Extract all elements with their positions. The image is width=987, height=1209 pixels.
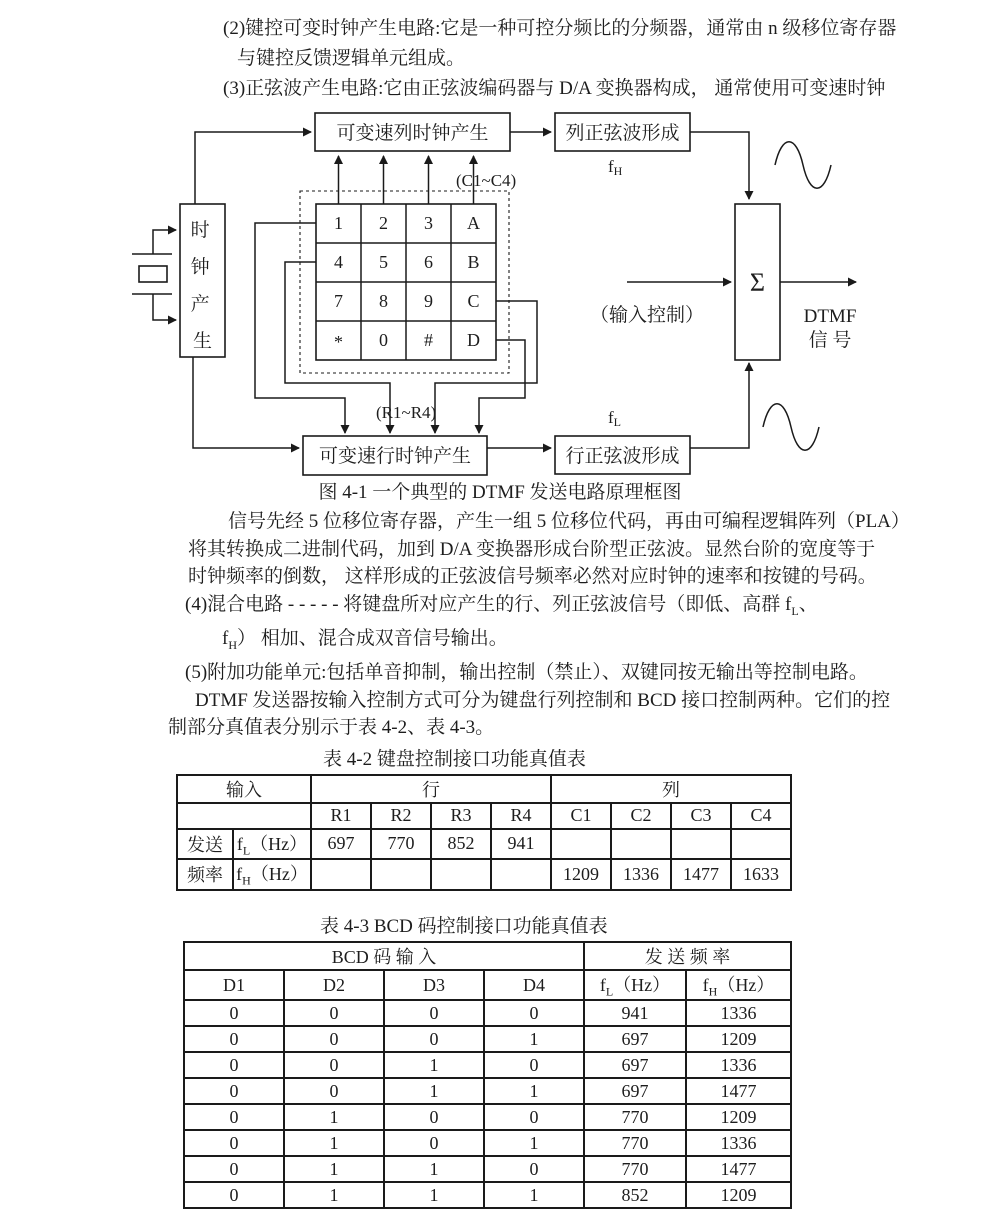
svg-text:5: 5 <box>379 252 388 272</box>
intro-paragraphs <box>0 0 987 104</box>
svg-text:4: 4 <box>334 252 343 272</box>
table-cell: 0 <box>384 1026 484 1052</box>
table-cell: 1 <box>484 1078 584 1104</box>
body-line: 信号先经 5 位移位寄存器，产生一组 5 位移位代码，再由可编程逻辑阵列（PLA） <box>228 511 910 532</box>
svg-text:列正弦波形成: 列正弦波形成 <box>565 123 680 144</box>
table-cell: 0 <box>484 1052 584 1078</box>
table-cell: $f_L(Hz)$ <box>584 970 686 1001</box>
body-line: 时钟频率的倒数， 这样形成的正弦波信号频率必然对应时钟的速率和按键的号码。 <box>188 566 877 587</box>
table-row <box>184 1104 791 1130</box>
table-cell: 1336 <box>686 1000 791 1026</box>
table-cell: BCD 码 输 入 <box>184 942 584 970</box>
keypad-matrix <box>300 191 509 373</box>
table-cell: $f_L(Hz)$ <box>233 829 311 860</box>
label-dtmf: DTMF <box>803 306 857 327</box>
body-line: $f_H$） 相加、混合成双音信号输出。 <box>222 627 508 652</box>
sine-wave-low-icon <box>763 404 819 451</box>
table-row <box>184 1130 791 1156</box>
table-cell <box>431 859 491 890</box>
figure-caption: 图 4-1 一个典型的 DTMF 发送电路原理框图 <box>318 482 682 503</box>
table-cell: C1 <box>551 803 611 829</box>
table-cell: 1633 <box>731 859 791 890</box>
figure-4-1 <box>130 108 870 506</box>
table-cell: 770 <box>584 1104 686 1130</box>
table-cell: 1209 <box>551 859 611 890</box>
table-cell: C3 <box>671 803 731 829</box>
svg-text:行正弦波形成: 行正弦波形成 <box>565 446 680 467</box>
table-cell: 0 <box>184 1104 284 1130</box>
table-cell: 行 <box>311 775 551 803</box>
table-cell: 697 <box>584 1026 686 1052</box>
table-row <box>184 1026 791 1052</box>
table-row <box>184 1078 791 1104</box>
body-line: 制部分真值表分别示于表 4-2、表 4-3。 <box>168 717 495 739</box>
body-line: (4)混合电路 - - - - - 将键盘所对应产生的行、列正弦波信号（即低、高群 $f_L$、 <box>185 593 818 618</box>
table-row <box>177 829 791 860</box>
body-paragraphs <box>0 508 987 742</box>
table-cell: 1 <box>284 1130 384 1156</box>
table-cell: 0 <box>284 1000 384 1026</box>
intro-line: (2)键控可变时钟产生电路:它是一种可控分频比的分频器，通常由 n 级移位寄存器 <box>223 18 897 39</box>
column-sine-box <box>555 113 690 151</box>
table-cell: R2 <box>371 803 431 829</box>
table-cell: 0 <box>284 1078 384 1104</box>
table-row <box>184 1156 791 1182</box>
table-4-2-title: 表 4-2 键盘控制接口功能真值表 <box>323 748 586 770</box>
body-line: DTMF 发送器按输入控制方式可分为键盘行列控制和 BCD 接口控制两种。它们的控 <box>195 689 891 711</box>
table-cell: $f_H(Hz)$ <box>686 970 791 1001</box>
table-cell: 1477 <box>686 1078 791 1104</box>
svg-text:8: 8 <box>379 291 388 311</box>
label-input-control: （输入控制） <box>589 305 705 326</box>
table-cell: 1 <box>384 1182 484 1208</box>
table-row <box>184 1052 791 1078</box>
table-cell: 852 <box>584 1182 686 1208</box>
table-cell: 输入 <box>177 775 311 803</box>
dtmf-block-diagram <box>130 108 870 480</box>
table-cell: 1336 <box>686 1052 791 1078</box>
table-cell: 1 <box>484 1182 584 1208</box>
column-clock-box <box>315 113 510 151</box>
sigma-summation-box <box>735 204 780 360</box>
table-cell: 0 <box>184 1026 284 1052</box>
svg-text:可变速列时钟产生: 可变速列时钟产生 <box>336 123 489 144</box>
table-cell: D4 <box>484 970 584 1001</box>
svg-text:可变速行时钟产生: 可变速行时钟产生 <box>318 446 472 467</box>
svg-text:7: 7 <box>334 291 343 311</box>
table-cell: 1477 <box>671 859 731 890</box>
row-clock-box <box>303 436 487 475</box>
table-cell: D1 <box>184 970 284 1001</box>
table-cell: 941 <box>491 829 551 860</box>
table-cell: 852 <box>431 829 491 860</box>
table-cell: 0 <box>384 1000 484 1026</box>
clock-generation-box <box>180 204 225 357</box>
row-sine-box <box>555 436 690 474</box>
table-cell: 0 <box>284 1026 384 1052</box>
table-cell: R4 <box>491 803 551 829</box>
crystal-oscillator-icon <box>132 230 176 320</box>
table-cell <box>371 859 431 890</box>
table-cell: D2 <box>284 970 384 1001</box>
table-cell-empty <box>177 803 311 829</box>
table-row <box>184 1000 791 1026</box>
table-cell: R1 <box>311 803 371 829</box>
intro-line: 与键控反馈逻辑单元组成。 <box>237 48 466 69</box>
table-cell <box>611 829 671 860</box>
table-cell: 频率 <box>177 859 233 890</box>
table-cell: 1209 <box>686 1182 791 1208</box>
svg-text:时 钟 产: 时 钟 产 生 <box>190 220 213 352</box>
svg-text:Σ: Σ <box>749 268 766 297</box>
table-cell: 697 <box>584 1052 686 1078</box>
table-cell <box>551 829 611 860</box>
svg-text:1: 1 <box>334 213 343 233</box>
table-cell: 1336 <box>611 859 671 890</box>
table-cell: R3 <box>431 803 491 829</box>
label-fh: fH <box>608 157 623 178</box>
svg-text:C: C <box>467 291 480 311</box>
table-cell: C4 <box>731 803 791 829</box>
table-cell: 1 <box>484 1026 584 1052</box>
table-row <box>177 775 791 803</box>
body-line: (5)附加功能单元:包括单音抑制，输出控制（禁止）、双键同按无输出等控制电路。 <box>185 662 868 684</box>
table-cell: 1 <box>284 1104 384 1130</box>
svg-text:B: B <box>467 252 480 272</box>
table-cell: 941 <box>584 1000 686 1026</box>
table-cell: 0 <box>484 1104 584 1130</box>
table-cell: 1 <box>384 1052 484 1078</box>
table-cell: 1336 <box>686 1130 791 1156</box>
table-cell: 0 <box>184 1000 284 1026</box>
svg-text:*: * <box>334 332 343 352</box>
table-cell: 770 <box>584 1130 686 1156</box>
table-cell: 0 <box>384 1104 484 1130</box>
svg-text:0: 0 <box>379 330 388 350</box>
table-cell: 1 <box>284 1182 384 1208</box>
table-cell <box>491 859 551 890</box>
table-row <box>177 803 791 829</box>
table-cell: D3 <box>384 970 484 1001</box>
table-cell: 0 <box>184 1156 284 1182</box>
table-cell: 0 <box>384 1130 484 1156</box>
svg-text:A: A <box>467 213 480 233</box>
table-cell: 1 <box>384 1078 484 1104</box>
table-row <box>177 859 791 890</box>
table-cell <box>731 829 791 860</box>
table-cell: 1 <box>284 1156 384 1182</box>
table-cell: 770 <box>371 829 431 860</box>
table-cell: $f_H(Hz)$ <box>233 859 311 890</box>
table-row <box>184 1182 791 1208</box>
table-cell: 列 <box>551 775 791 803</box>
body-line: 将其转换成二进制代码，加到 D/A 变换器形成台阶型正弦波。显然台阶的宽度等于 <box>188 538 876 560</box>
table-4-2 <box>176 774 792 891</box>
svg-text:9: 9 <box>424 291 433 311</box>
label-fl: fL <box>608 408 622 429</box>
table-cell: C2 <box>611 803 671 829</box>
table-cell: 0 <box>484 1156 584 1182</box>
table-cell: 697 <box>584 1078 686 1104</box>
label-signal: 信 号 <box>808 330 852 351</box>
table-cell: 0 <box>184 1078 284 1104</box>
table-cell: 0 <box>184 1052 284 1078</box>
table-cell: 1209 <box>686 1026 791 1052</box>
label-r-range: (R1~R4) <box>376 403 437 422</box>
table-cell: 770 <box>584 1156 686 1182</box>
table-cell: 0 <box>184 1182 284 1208</box>
table-cell: 1 <box>484 1130 584 1156</box>
svg-text:6: 6 <box>424 252 433 272</box>
table-cell: 0 <box>284 1052 384 1078</box>
table-4-3 <box>183 941 792 1209</box>
table-cell: 0 <box>184 1130 284 1156</box>
table-cell: 发 送 频 率 <box>584 942 791 970</box>
sine-wave-high-icon <box>775 142 831 189</box>
table-cell <box>311 859 371 890</box>
table-4-3-title: 表 4-3 BCD 码控制接口功能真值表 <box>320 915 608 937</box>
table-cell: 0 <box>484 1000 584 1026</box>
svg-text:#: # <box>424 330 433 350</box>
table-cell: 发送 <box>177 829 233 860</box>
table-cell: 1477 <box>686 1156 791 1182</box>
svg-text:3: 3 <box>424 213 433 233</box>
label-c-range: (C1~C4) <box>456 171 517 190</box>
svg-text:D: D <box>467 330 480 350</box>
svg-text:2: 2 <box>379 213 388 233</box>
table-row <box>184 942 791 970</box>
table-row <box>184 970 791 1001</box>
table-cell: 697 <box>311 829 371 860</box>
table-cell <box>671 829 731 860</box>
table-cell: 1 <box>384 1156 484 1182</box>
table-cell: 1209 <box>686 1104 791 1130</box>
intro-line: (3)正弦波产生电路:它由正弦波编码器与 D/A 变换器构成， 通常使用可变速时钟 <box>223 78 886 99</box>
